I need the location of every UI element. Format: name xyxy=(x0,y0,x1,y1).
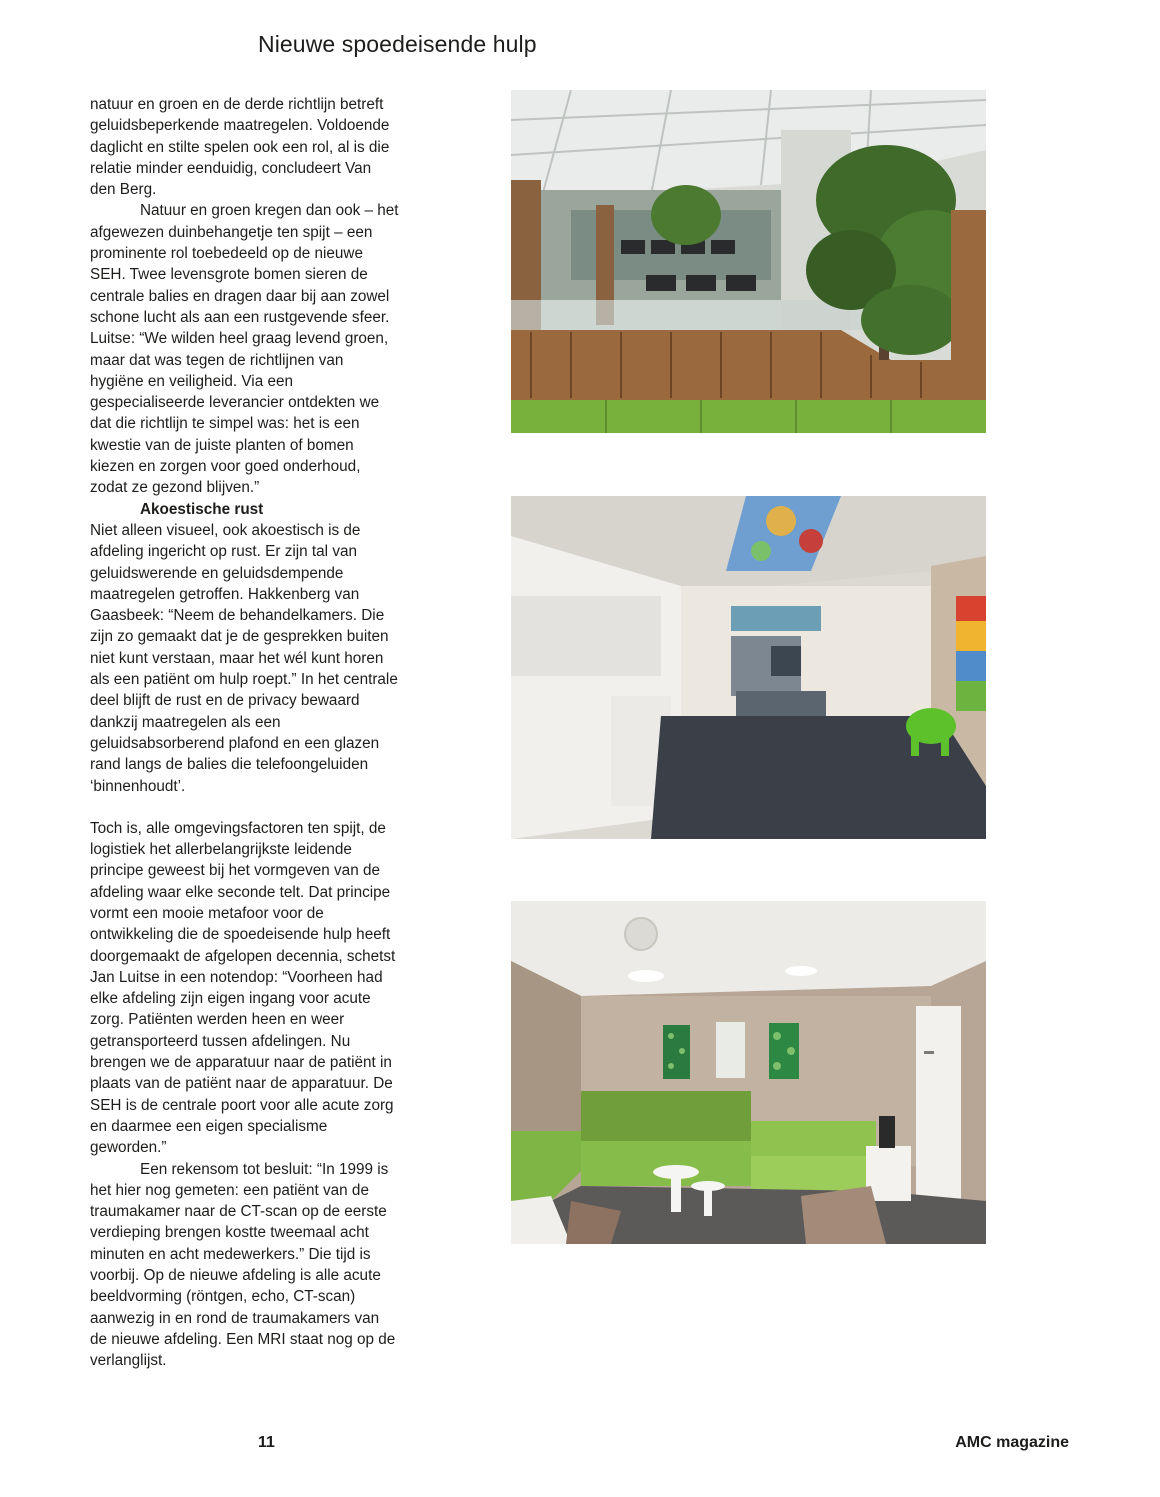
page-title: Nieuwe spoedeisende hulp xyxy=(258,31,537,57)
article-body xyxy=(90,94,400,1372)
paragraph-2: Natuur en groen kregen dan ook – het afgewezen duinbehangetje ten spijt – een prominente rol toebedeeld op de nieuwe SEH. Twee levensgrote bomen sieren de centrale balies en dragen daar bij aan zowel schone lucht als aan een rustgevende sfeer. Luitse: “We wilden heel graag levend groen, maar dat was tegen de richtlijnen van hygiëne en veiligheid. Via een gespecialiseerde leverancier ontdekten we dat die richtlijn te simpel was: het is een kwestie van de juiste planten of bomen kiezen en zorgen voor goed onderhoud, zodat ze gezond blijven.” xyxy=(90,202,399,497)
magazine-name: AMC magazine xyxy=(955,1434,1069,1451)
photo-central-desk xyxy=(511,90,986,433)
photo-treatment-room xyxy=(511,496,986,839)
paragraph-4: Toch is, alle omgevingsfactoren ten spijt, de logistiek het allerbelangrijkste leidende principe geweest bij het vormgeven van de afdeling waar elke seconde telt. Dat principe vormt een mooie metafoor voor de ontwikkeling die de spoedeisende hulp heeft doorgemaakt de afgelopen decennia, schetst Jan Luitse in een notendop: “Voorheen had elke afdeling zijn eigen ingang voor acute zorg. Patiënten werden heen en weer getransporteerd tussen afdelingen. Nu brengen we de apparatuur naar de patiënt in plaats van de patiënt naar de apparatuur. De SEH is de centrale poort voor alle acute zorg en daarmee een eigen specialisme geworden.” xyxy=(90,819,396,1157)
paragraph-5: Een rekensom tot besluit: “In 1999 is het hier nog gemeten: een patiënt van de traumakamer naar de CT-scan op de eerste verdieping brengen kostte tweemaal acht minuten en acht medewerkers.” Die tijd is voorbij. Op de nieuwe afdeling is alle acute beeldvorming (röntgen, echo, CT-scan) aanwezig in en rond de traumakamers van de nieuwe afdeling. Een MRI staat nog op de verlanglijst. xyxy=(90,1160,396,1370)
paragraph-1: natuur en groen en de derde richtlijn betreft geluidsbeperkende maatregelen. Voldoende daglicht en stilte spelen ook een rol, al is die relatie minder eenduidig, concludeert Van den Berg. xyxy=(90,96,390,199)
photo-central-desk-image xyxy=(511,90,986,433)
photo-treatment-room-image xyxy=(511,496,986,839)
photo-waiting-room xyxy=(511,901,986,1244)
paragraph-3: Niet alleen visueel, ook akoestisch is de afdeling ingericht op rust. Er zijn tal van geluidswerende en geluidsdempende maatregelen getroffen. Hakkenberg van Gaasbeek: “Neem de behandelkamers. Die zijn zo gemaakt dat je de gesprekken buiten niet kunt verstaan, maar het wél kunt horen als een patiënt om hulp roept.” In het centrale deel blijft de rust en de privacy bewaard dankzij maatregelen als een geluidsabsorberend plafond en een glazen rand langs de balies die telefoongeluiden ‘binnenhoudt’. xyxy=(90,521,398,795)
photo-waiting-room-image xyxy=(511,901,986,1244)
subheading: Akoestische rust xyxy=(140,500,264,518)
page-number: 11 xyxy=(258,1434,275,1451)
